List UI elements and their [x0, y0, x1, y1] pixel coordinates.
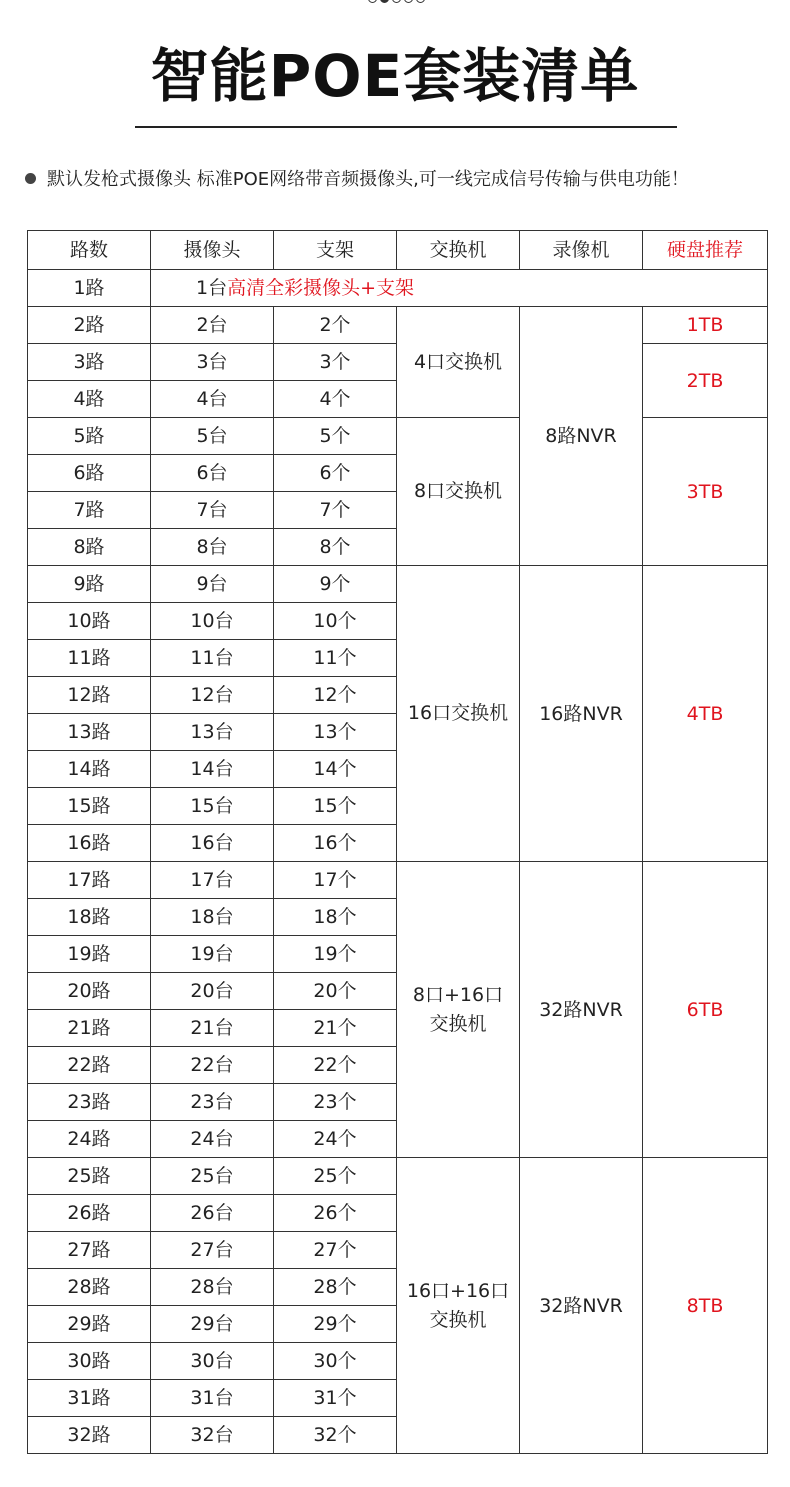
- row-cameras: 31台: [151, 1380, 274, 1417]
- row-channels: 3路: [28, 344, 151, 381]
- row-cameras: 12台: [151, 677, 274, 714]
- table-header-row: [28, 231, 768, 270]
- row-channels: 26路: [28, 1195, 151, 1232]
- row-brackets: 2个: [274, 307, 397, 344]
- row-brackets: 5个: [274, 418, 397, 455]
- row-cameras: 19台: [151, 936, 274, 973]
- row-brackets: 14个: [274, 751, 397, 788]
- description-text: 默认发枪式摄像头 标准POE网络带音频摄像头,可一线完成信号传输与供电功能！: [47, 169, 689, 190]
- disk-cell: 2TB: [643, 344, 768, 418]
- row-channels: 28路: [28, 1269, 151, 1306]
- kit-table-body: [28, 231, 768, 1454]
- row-cameras: 5台: [151, 418, 274, 455]
- bullet-icon: [25, 173, 36, 184]
- row-brackets: 30个: [274, 1343, 397, 1380]
- single-camera-highlight: 高清全彩摄像头+支架: [227, 277, 415, 299]
- row-brackets: 17个: [274, 862, 397, 899]
- row-channels: 8路: [28, 529, 151, 566]
- header-disk: 硬盘推荐: [643, 231, 768, 270]
- row-brackets: 15个: [274, 788, 397, 825]
- row-brackets: 28个: [274, 1269, 397, 1306]
- switch-cell: [397, 1158, 520, 1454]
- row-channels: 31路: [28, 1380, 151, 1417]
- row-brackets: 26个: [274, 1195, 397, 1232]
- table-row: [28, 862, 768, 899]
- row-channels: 16路: [28, 825, 151, 862]
- row-channels: 24路: [28, 1121, 151, 1158]
- header-brackets: 支架: [274, 231, 397, 270]
- row-cameras: 17台: [151, 862, 274, 899]
- row-cameras: 25台: [151, 1158, 274, 1195]
- switch-cell: [397, 418, 520, 566]
- row-brackets: 10个: [274, 603, 397, 640]
- row-channels: 9路: [28, 566, 151, 603]
- row-cameras: 14台: [151, 751, 274, 788]
- row-cameras: 15台: [151, 788, 274, 825]
- row-channels: 32路: [28, 1417, 151, 1454]
- switch-cell: [397, 307, 520, 418]
- kit-list-table: [27, 230, 768, 1454]
- row-brackets: 20个: [274, 973, 397, 1010]
- row-channels: 25路: [28, 1158, 151, 1195]
- table-row: [28, 307, 768, 344]
- carousel-dot[interactable]: [368, 0, 377, 3]
- row-channels: 22路: [28, 1047, 151, 1084]
- description-note: [25, 165, 689, 191]
- row-brackets: 25个: [274, 1158, 397, 1195]
- row-cameras: 22台: [151, 1047, 274, 1084]
- row-channels: 13路: [28, 714, 151, 751]
- nvr-cell: 16路NVR: [520, 566, 643, 862]
- row-channels: 30路: [28, 1343, 151, 1380]
- row-brackets: 24个: [274, 1121, 397, 1158]
- row-brackets: 16个: [274, 825, 397, 862]
- row-cameras: 2台: [151, 307, 274, 344]
- row-cameras: 29台: [151, 1306, 274, 1343]
- row-channels: 4路: [28, 381, 151, 418]
- row-brackets: 6个: [274, 455, 397, 492]
- row-brackets: 23个: [274, 1084, 397, 1121]
- row-brackets: 31个: [274, 1380, 397, 1417]
- row-channels: 23路: [28, 1084, 151, 1121]
- row-cameras: 10台: [151, 603, 274, 640]
- row-cameras: 32台: [151, 1417, 274, 1454]
- row-brackets: 19个: [274, 936, 397, 973]
- row-channels: 6路: [28, 455, 151, 492]
- row-channels: 19路: [28, 936, 151, 973]
- single-camera-count: 1台: [196, 277, 228, 299]
- row-channels: 20路: [28, 973, 151, 1010]
- row-channels: 15路: [28, 788, 151, 825]
- switch-label: 8口+16口: [412, 983, 504, 1006]
- row-cameras: 9台: [151, 566, 274, 603]
- row-brackets: 4个: [274, 381, 397, 418]
- row-brackets: 29个: [274, 1306, 397, 1343]
- disk-cell: 6TB: [643, 862, 768, 1158]
- row-channels: 2路: [28, 307, 151, 344]
- row-channels: 29路: [28, 1306, 151, 1343]
- row-channels: 17路: [28, 862, 151, 899]
- header-cameras: 摄像头: [151, 231, 274, 270]
- row-cameras: 26台: [151, 1195, 274, 1232]
- row-cameras: 24台: [151, 1121, 274, 1158]
- carousel-dot[interactable]: [416, 0, 425, 3]
- switch-label: 16口+16口: [406, 1279, 510, 1302]
- row-cameras: 3台: [151, 344, 274, 381]
- carousel-dot[interactable]: [404, 0, 413, 3]
- row-cameras: 28台: [151, 1269, 274, 1306]
- carousel-dot-active[interactable]: [380, 0, 389, 3]
- row-cameras: 27台: [151, 1232, 274, 1269]
- row-channels: 27路: [28, 1232, 151, 1269]
- row-brackets: 3个: [274, 344, 397, 381]
- row-cameras: 13台: [151, 714, 274, 751]
- row-cameras: 20台: [151, 973, 274, 1010]
- row-cameras: 6台: [151, 455, 274, 492]
- row-channels: 14路: [28, 751, 151, 788]
- table-row: [28, 1158, 768, 1195]
- row-channels: 7路: [28, 492, 151, 529]
- row-brackets: 11个: [274, 640, 397, 677]
- switch-label: 4口交换机: [413, 350, 503, 373]
- header-nvr: 录像机: [520, 231, 643, 270]
- switch-cell: [397, 566, 520, 862]
- row-channels: 21路: [28, 1010, 151, 1047]
- title-divider: [135, 126, 677, 128]
- row-cameras: 23台: [151, 1084, 274, 1121]
- row-channels: 18路: [28, 899, 151, 936]
- row-brackets: 12个: [274, 677, 397, 714]
- table-row: [28, 566, 768, 603]
- table-row: [28, 270, 768, 307]
- row-channels: 12路: [28, 677, 151, 714]
- row-brackets: 32个: [274, 1417, 397, 1454]
- nvr-cell: 32路NVR: [520, 862, 643, 1158]
- row-brackets: 22个: [274, 1047, 397, 1084]
- switch-label: 交换机: [429, 1012, 487, 1035]
- row-cameras: 18台: [151, 899, 274, 936]
- row-brackets: 13个: [274, 714, 397, 751]
- row-cameras: 16台: [151, 825, 274, 862]
- carousel-dot[interactable]: [392, 0, 401, 3]
- row-cameras: 30台: [151, 1343, 274, 1380]
- single-camera-note: [151, 270, 768, 307]
- row-channels: 11路: [28, 640, 151, 677]
- row-cameras: 8台: [151, 529, 274, 566]
- switch-label: 8口交换机: [413, 480, 503, 502]
- page-title: 智能POE套装清单: [150, 42, 640, 110]
- header-switch: 交换机: [397, 231, 520, 270]
- row-brackets: 9个: [274, 566, 397, 603]
- row-cameras: 7台: [151, 492, 274, 529]
- disk-cell: 1TB: [643, 307, 768, 344]
- row-cameras: 4台: [151, 381, 274, 418]
- row-brackets: 27个: [274, 1232, 397, 1269]
- row-channels: 5路: [28, 418, 151, 455]
- disk-cell: 8TB: [643, 1158, 768, 1454]
- switch-label: 16口交换机: [407, 702, 509, 724]
- row-channels: 1路: [28, 270, 151, 307]
- row-channels: 10路: [28, 603, 151, 640]
- disk-cell: 3TB: [643, 418, 768, 566]
- row-cameras: 21台: [151, 1010, 274, 1047]
- row-brackets: 7个: [274, 492, 397, 529]
- row-brackets: 18个: [274, 899, 397, 936]
- row-brackets: 21个: [274, 1010, 397, 1047]
- switch-label: 交换机: [429, 1308, 487, 1331]
- header-channels: 路数: [28, 231, 151, 270]
- carousel-indicator: [368, 0, 425, 3]
- table-row: [28, 418, 768, 455]
- nvr-cell: 32路NVR: [520, 1158, 643, 1454]
- nvr-cell: 8路NVR: [520, 307, 643, 566]
- disk-cell: 4TB: [643, 566, 768, 862]
- row-brackets: 8个: [274, 529, 397, 566]
- switch-cell: [397, 862, 520, 1158]
- row-cameras: 11台: [151, 640, 274, 677]
